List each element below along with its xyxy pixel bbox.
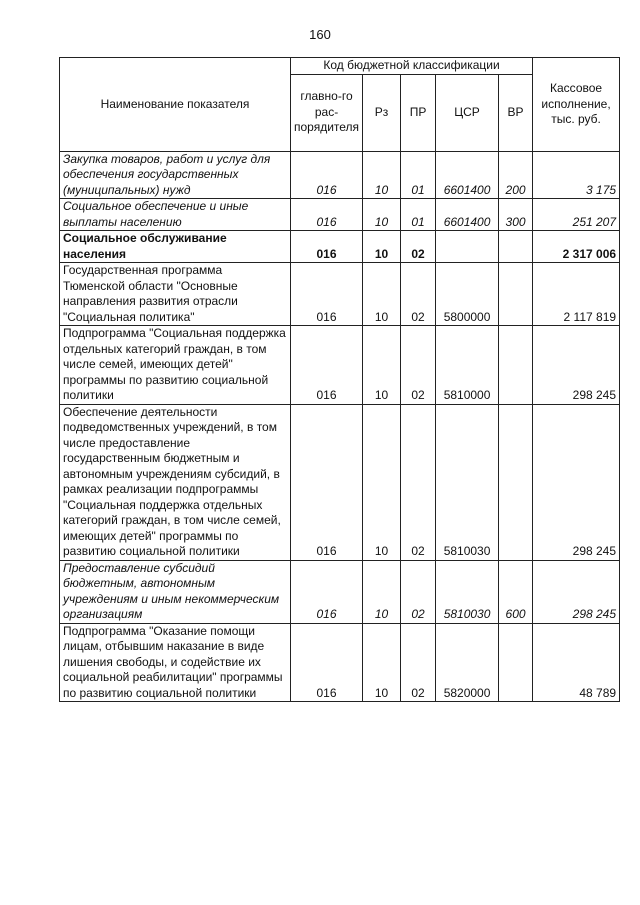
cell-vr (499, 623, 533, 702)
cell-csr: 5800000 (436, 263, 499, 326)
header-glav: главно-го рас-порядителя (291, 74, 363, 151)
cell-csr: 5810030 (436, 404, 499, 560)
cell-glav: 016 (291, 623, 363, 702)
cell-rz: 10 (363, 263, 401, 326)
cell-amount: 48 789 (533, 623, 620, 702)
cell-vr (499, 263, 533, 326)
cell-amount: 298 245 (533, 560, 620, 623)
cell-pr: 02 (401, 623, 436, 702)
cell-csr (436, 231, 499, 263)
cell-pr: 02 (401, 560, 436, 623)
budget-table (59, 57, 620, 702)
header-name: Наименование показателя (60, 58, 291, 152)
cell-rz: 10 (363, 231, 401, 263)
table-row (60, 623, 620, 702)
table-row (60, 560, 620, 623)
cell-vr (499, 326, 533, 405)
cell-name: Социальное обеспечение и иные выплаты населению (60, 199, 291, 231)
table-row (60, 151, 620, 199)
cell-amount: 3 175 (533, 151, 620, 199)
cell-glav: 016 (291, 263, 363, 326)
cell-glav: 016 (291, 404, 363, 560)
cell-csr: 5810030 (436, 560, 499, 623)
cell-csr: 6601400 (436, 151, 499, 199)
cell-rz: 10 (363, 404, 401, 560)
cell-glav: 016 (291, 151, 363, 199)
cell-rz: 10 (363, 151, 401, 199)
cell-amount: 298 245 (533, 326, 620, 405)
cell-csr: 6601400 (436, 199, 499, 231)
header-pr: ПР (401, 74, 436, 151)
cell-glav: 016 (291, 560, 363, 623)
cell-name: Обеспечение деятельности подведомственных учреждений, в том числе предоставление государственным бюджетным и автономным учреждениям субсидий, в рамках реализации подпрограммы "Социальная поддержка отдельных категорий граждан, в том числе семей, имеющих детей" программы по развитию социальной политики (60, 404, 291, 560)
cell-amount: 2 317 006 (533, 231, 620, 263)
cell-rz: 10 (363, 623, 401, 702)
page-number: 160 (309, 27, 331, 42)
cell-rz: 10 (363, 199, 401, 231)
cell-vr (499, 231, 533, 263)
cell-vr: 200 (499, 151, 533, 199)
cell-pr: 01 (401, 151, 436, 199)
cell-vr: 300 (499, 199, 533, 231)
cell-vr: 600 (499, 560, 533, 623)
cell-name: Подпрограмма "Оказание помощи лицам, отбывшим наказание в виде лишения свободы, и содействие их социальной реабилитации" программы по развитию социальной политики (60, 623, 291, 702)
header-amount: Кассовое исполнение, тыс. руб. (533, 58, 620, 152)
cell-vr (499, 404, 533, 560)
cell-name: Предоставление субсидий бюджетным, автономным учреждениям и иным некоммерческим организациям (60, 560, 291, 623)
cell-glav: 016 (291, 231, 363, 263)
cell-name: Государственная программа Тюменской области "Основные направления развития отрасли "Социальная политика" (60, 263, 291, 326)
table-row (60, 231, 620, 263)
cell-glav: 016 (291, 326, 363, 405)
cell-glav: 016 (291, 199, 363, 231)
table-body (60, 151, 620, 702)
cell-amount: 251 207 (533, 199, 620, 231)
cell-pr: 01 (401, 199, 436, 231)
table-row (60, 404, 620, 560)
cell-rz: 10 (363, 560, 401, 623)
cell-name: Закупка товаров, работ и услуг для обеспечения государственных (муниципальных) нужд (60, 151, 291, 199)
cell-csr: 5810000 (436, 326, 499, 405)
cell-pr: 02 (401, 231, 436, 263)
header-code-group: Код бюджетной классификации (291, 58, 533, 75)
header-csr: ЦСР (436, 74, 499, 151)
cell-amount: 2 117 819 (533, 263, 620, 326)
cell-pr: 02 (401, 326, 436, 405)
header-vr: ВР (499, 74, 533, 151)
table-row (60, 326, 620, 405)
cell-pr: 02 (401, 404, 436, 560)
header-rz: Рз (363, 74, 401, 151)
cell-name: Социальное обслуживание населения (60, 231, 291, 263)
cell-csr: 5820000 (436, 623, 499, 702)
table-row (60, 263, 620, 326)
header-row (60, 58, 620, 75)
table-row (60, 199, 620, 231)
cell-name: Подпрограмма "Социальная поддержка отдельных категорий граждан, в том числе семей, имеющих детей" программы по развитию социальной политики (60, 326, 291, 405)
cell-amount: 298 245 (533, 404, 620, 560)
cell-pr: 02 (401, 263, 436, 326)
cell-rz: 10 (363, 326, 401, 405)
